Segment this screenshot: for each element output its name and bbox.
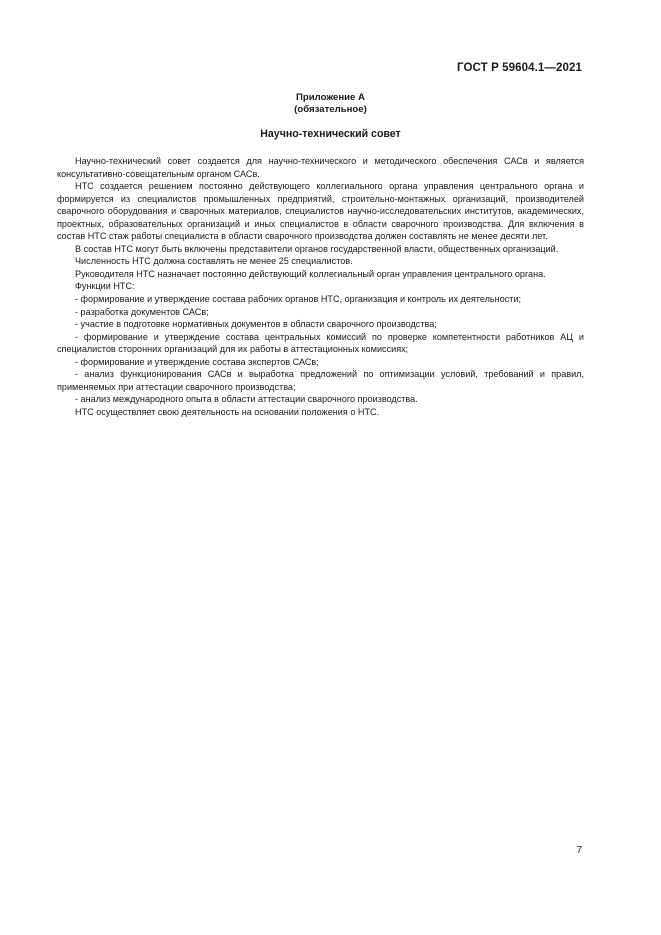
list-item: - формирование и утверждение состава рабочих органов НТС, организация и контроль их деятельности; xyxy=(75,294,522,305)
page-number: 7 xyxy=(576,845,582,856)
paragraph: В состав НТС могут быть включены представители органов государственной власти, общественных организаций. xyxy=(75,243,559,254)
list-item: - разработка документов САСв; xyxy=(75,306,209,317)
list-item: - формирование и утверждение состава центральных комиссий по проверке компетентности работников АЦ и специалистов сторонних организаций для их работы в аттестационных комиссиях; xyxy=(57,331,584,355)
list-item: - формирование и утверждение состава экспертов САСв; xyxy=(75,356,319,367)
annex-title: Приложение А xyxy=(296,92,365,103)
section-title: Научно-технический совет xyxy=(260,128,401,140)
annex-status: (обязательное) xyxy=(294,104,367,115)
document-header xyxy=(457,62,582,74)
paragraph: Научно-технический совет создается для научно-технического и методического обеспечения САСв и является консультативно-совещательным органом САСв. xyxy=(57,156,584,179)
paragraph: Руководителя НТС назначает постоянно действующий коллегиальный орган управления центрального органа. xyxy=(75,268,546,279)
paragraph: НТС создается решением постоянно действующего коллегиального органа управления центрального органа и формируется из специалистов промышленных предприятий, строительно-монтажных организаций, производителей сварочного оборудования и сварочных материалов, специалистов научно-исследовательских институтов, академических, проектных, образовательных организаций и иных специалистов в области сварочного производства. Для включения в состав НТС стаж работы специалиста в области сварочного производства должен составлять не менее десяти лет. xyxy=(57,181,584,242)
list-item: - анализ функционирования САСв и выработка предложений по оптимизации условий, требований и правил, применяемых при аттестации сварочного производства; xyxy=(57,369,584,392)
paragraph: Численность НТС должна составлять не менее 25 специалистов. xyxy=(75,256,353,267)
annex-heading xyxy=(0,92,661,116)
list-item: - участие в подготовке нормативных документов в области сварочного производства; xyxy=(75,319,437,330)
document-body xyxy=(57,155,584,418)
functions-heading: Функции НТС: xyxy=(75,281,135,292)
standard-number: ГОСТ Р 59604.1—2021 xyxy=(457,62,582,74)
list-item: - анализ международного опыта в области аттестации сварочного производства. xyxy=(75,394,418,405)
paragraph: НТС осуществляет свою деятельность на основании положения о НТС. xyxy=(75,406,380,417)
